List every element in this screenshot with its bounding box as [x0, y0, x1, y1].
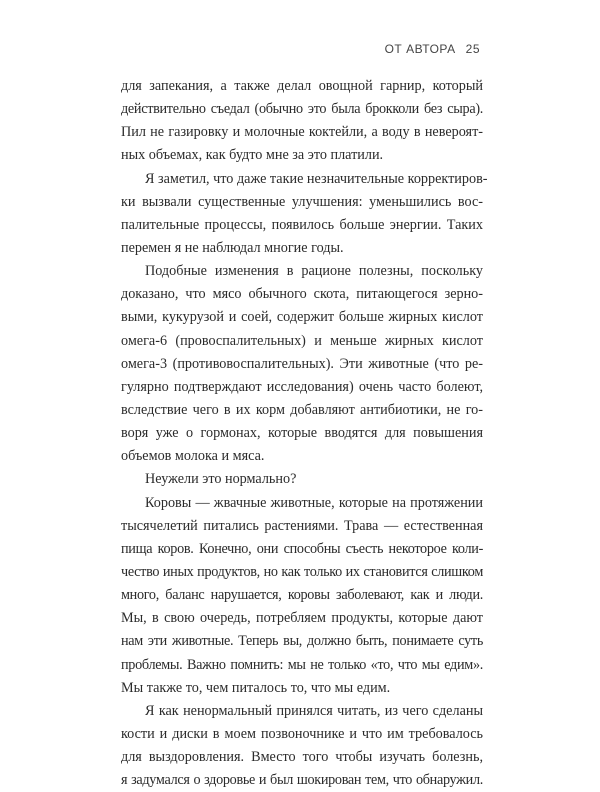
text-line: действительно съедал (обычно это была брокколи без сыра). [121, 101, 483, 118]
text-line: Пил не газировку и молочные коктейли, а воду в невероят- [121, 124, 483, 141]
text-line: воря уже о гормонах, которые вводятся для повышения [121, 425, 483, 442]
text-line: объемов молока и мяса. [121, 448, 265, 465]
text-line: для выздоровления. Вместо того чтобы изучать болезнь, [121, 749, 483, 766]
text-line: чество иных продуктов, но как только их становится слишком [121, 563, 483, 580]
text-line: нам эти животные. Теперь вы, должно быть, понимаете суть [121, 633, 483, 650]
text-line: Мы также то, чем питалось то, что мы едим. [121, 679, 391, 696]
text-line: омега-3 (противовоспалительных). Эти животные (что ре- [121, 355, 483, 372]
text-line: пища коров. Конечно, они способны съесть некоторое коли- [121, 540, 483, 557]
text-line: Я как ненормальный принялся читать, из чего сделаны [145, 702, 483, 719]
text-line: Мы, в свою очередь, потребляем продукты, которые дают [121, 610, 483, 627]
text-line: для запекания, а также делал овощной гарнир, который [121, 78, 483, 94]
text-line: я задумался о здоровье и был шокирован тем, что обнаружил. [121, 772, 483, 789]
body-text [121, 75, 488, 792]
text-line: много, баланс нарушается, коровы заболевают, как и люди. [121, 587, 483, 604]
text-line: омега-6 (провоспалительных) и меньше жирных кислот [121, 332, 483, 349]
text-line: ных объемах, как будто мне за это платили. [121, 147, 384, 164]
text-line: проблемы. Важно помнить: мы не только «то, что мы едим». [121, 656, 483, 673]
text-line: Неужели это нормально? [145, 471, 297, 488]
text-line: кости и диски в моем позвоночнике и что им требовалось [121, 725, 483, 742]
text-line: Я заметил, что даже такие незначительные корректиров- [145, 170, 488, 187]
text-line: тысячелетий питались растениями. Трава — естественная [121, 517, 483, 534]
text-line: Коровы — жвачные животные, которые на протяжении [145, 494, 483, 511]
section-title: ОТ АВТОРА [384, 42, 456, 56]
text-line: гулярно подтверждают исследования) очень часто болеют, [121, 378, 483, 395]
running-header [385, 42, 480, 56]
text-line: выми, кукурузой и соей, содержит больше жирных кислот [121, 309, 483, 326]
text-line: перемен я не наблюдал многие годы. [121, 239, 344, 256]
text-line: вследствие чего в их корм добавляют антибиотики, не го- [121, 401, 483, 418]
text-line: ки вызвали существенные улучшения: уменьшились вос- [121, 193, 483, 210]
text-line: доказано, что мясо обычного скота, питающегося зерно- [121, 286, 483, 303]
page-number: 25 [465, 42, 480, 56]
text-line: Подобные изменения в рационе полезны, поскольку [145, 263, 483, 280]
text-line: палительные процессы, появилось больше энергии. Таких [121, 216, 483, 233]
